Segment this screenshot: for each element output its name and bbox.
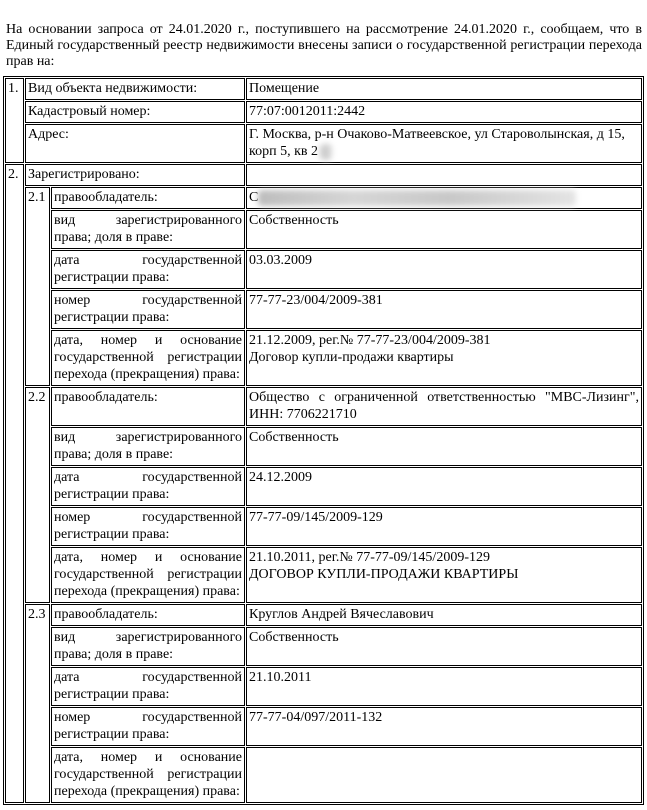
reg-number-value: 77-77-23/004/2009-381 [246, 290, 642, 329]
intro-paragraph: На основании запроса от 24.01.2020 г., поступившего на рассмотрение 24.01.2020 г., сообщаем, что в Единый государственный реестр недвижимости внесены записи о государственной регистрации перехода прав на: [6, 22, 642, 69]
table-row [5, 707, 642, 746]
right-type-value: Собственность [246, 210, 642, 249]
transfer-label: дата, номер и основание государственной регистрации перехода (прекращения) права: [51, 747, 245, 803]
table-row [5, 604, 642, 626]
right-type-label: вид зарегистрированного права; доля в праве: [51, 210, 245, 249]
transfer-value [246, 330, 642, 386]
reg-date-label: дата государственной регистрации права: [51, 250, 245, 289]
transfer-line: 21.10.2011, рег.№ 77-77-09/145/2009-129 [249, 550, 490, 565]
entry-number: 2.2 [25, 387, 50, 603]
transfer-basis: Договор купли-продажи квартиры [249, 350, 454, 365]
holder-value [246, 187, 642, 209]
empty-cell [246, 164, 642, 186]
table-row [5, 507, 642, 546]
reg-date-label: дата государственной регистрации права: [51, 467, 245, 506]
reg-date-value: 24.12.2009 [246, 467, 642, 506]
table-row [5, 330, 642, 386]
redaction-blur [320, 144, 332, 160]
table-row [5, 78, 642, 100]
holder-value: Общество с ограниченной ответственностью "МВС-Лизинг", ИНН: 7706221710 [246, 387, 642, 426]
section-number: 1. [5, 78, 24, 163]
holder-value: Круглов Андрей Вячеславович [246, 604, 642, 626]
table-row [5, 427, 642, 466]
table-row [5, 164, 642, 186]
registry-table [3, 76, 644, 805]
address-value [246, 124, 642, 163]
table-row [5, 747, 642, 803]
right-type-value: Собственность [246, 427, 642, 466]
reg-date-value: 03.03.2009 [246, 250, 642, 289]
reg-date-label: дата государственной регистрации права: [51, 667, 245, 706]
table-row [5, 124, 642, 163]
object-type-value: Помещение [246, 78, 642, 100]
transfer-value [246, 747, 642, 803]
table-row [5, 547, 642, 603]
right-type-label: вид зарегистрированного права; доля в праве: [51, 427, 245, 466]
holder-label: правообладатель: [51, 604, 245, 626]
entry-number: 2.1 [25, 187, 50, 386]
table-row [5, 210, 642, 249]
table-row [5, 387, 642, 426]
table-row [5, 187, 642, 209]
cadastral-number-label: Кадастровый номер: [25, 101, 245, 123]
transfer-label: дата, номер и основание государственной регистрации перехода (прекращения) права: [51, 547, 245, 603]
reg-number-value: 77-77-09/145/2009-129 [246, 507, 642, 546]
reg-number-label: номер государственной регистрации права: [51, 507, 245, 546]
reg-number-label: номер государственной регистрации права: [51, 290, 245, 329]
table-row [5, 667, 642, 706]
reg-number-value: 77-77-04/097/2011-132 [246, 707, 642, 746]
reg-number-label: номер государственной регистрации права: [51, 707, 245, 746]
entry-number: 2.3 [25, 604, 50, 803]
object-type-label: Вид объекта недвижимости: [25, 78, 245, 100]
table-row [5, 101, 642, 123]
transfer-label: дата, номер и основание государственной регистрации перехода (прекращения) права: [51, 330, 245, 386]
holder-label: правообладатель: [51, 387, 245, 426]
transfer-line: 21.12.2009, рег.№ 77-77-23/004/2009-381 [249, 333, 491, 348]
table-row [5, 627, 642, 666]
cadastral-number-value: 77:07:0012011:2442 [246, 101, 642, 123]
table-row [5, 250, 642, 289]
right-type-value: Собственность [246, 627, 642, 666]
reg-date-value: 21.10.2011 [246, 667, 642, 706]
holder-initial: С [249, 190, 259, 205]
table-row [5, 467, 642, 506]
table-row [5, 290, 642, 329]
transfer-value [246, 547, 642, 603]
holder-label: правообладатель: [51, 187, 245, 209]
address-text: Г. Москва, р-н Очаково-Матвеевское, ул Староволынская, д 15, корп 5, кв 2 [249, 127, 625, 159]
registered-label: Зарегистрировано: [25, 164, 245, 186]
address-label: Адрес: [25, 124, 245, 163]
right-type-label: вид зарегистрированного права; доля в праве: [51, 627, 245, 666]
redaction-blur [258, 190, 576, 206]
section-number: 2. [5, 164, 24, 803]
transfer-basis: ДОГОВОР КУПЛИ-ПРОДАЖИ КВАРТИРЫ [249, 567, 519, 582]
